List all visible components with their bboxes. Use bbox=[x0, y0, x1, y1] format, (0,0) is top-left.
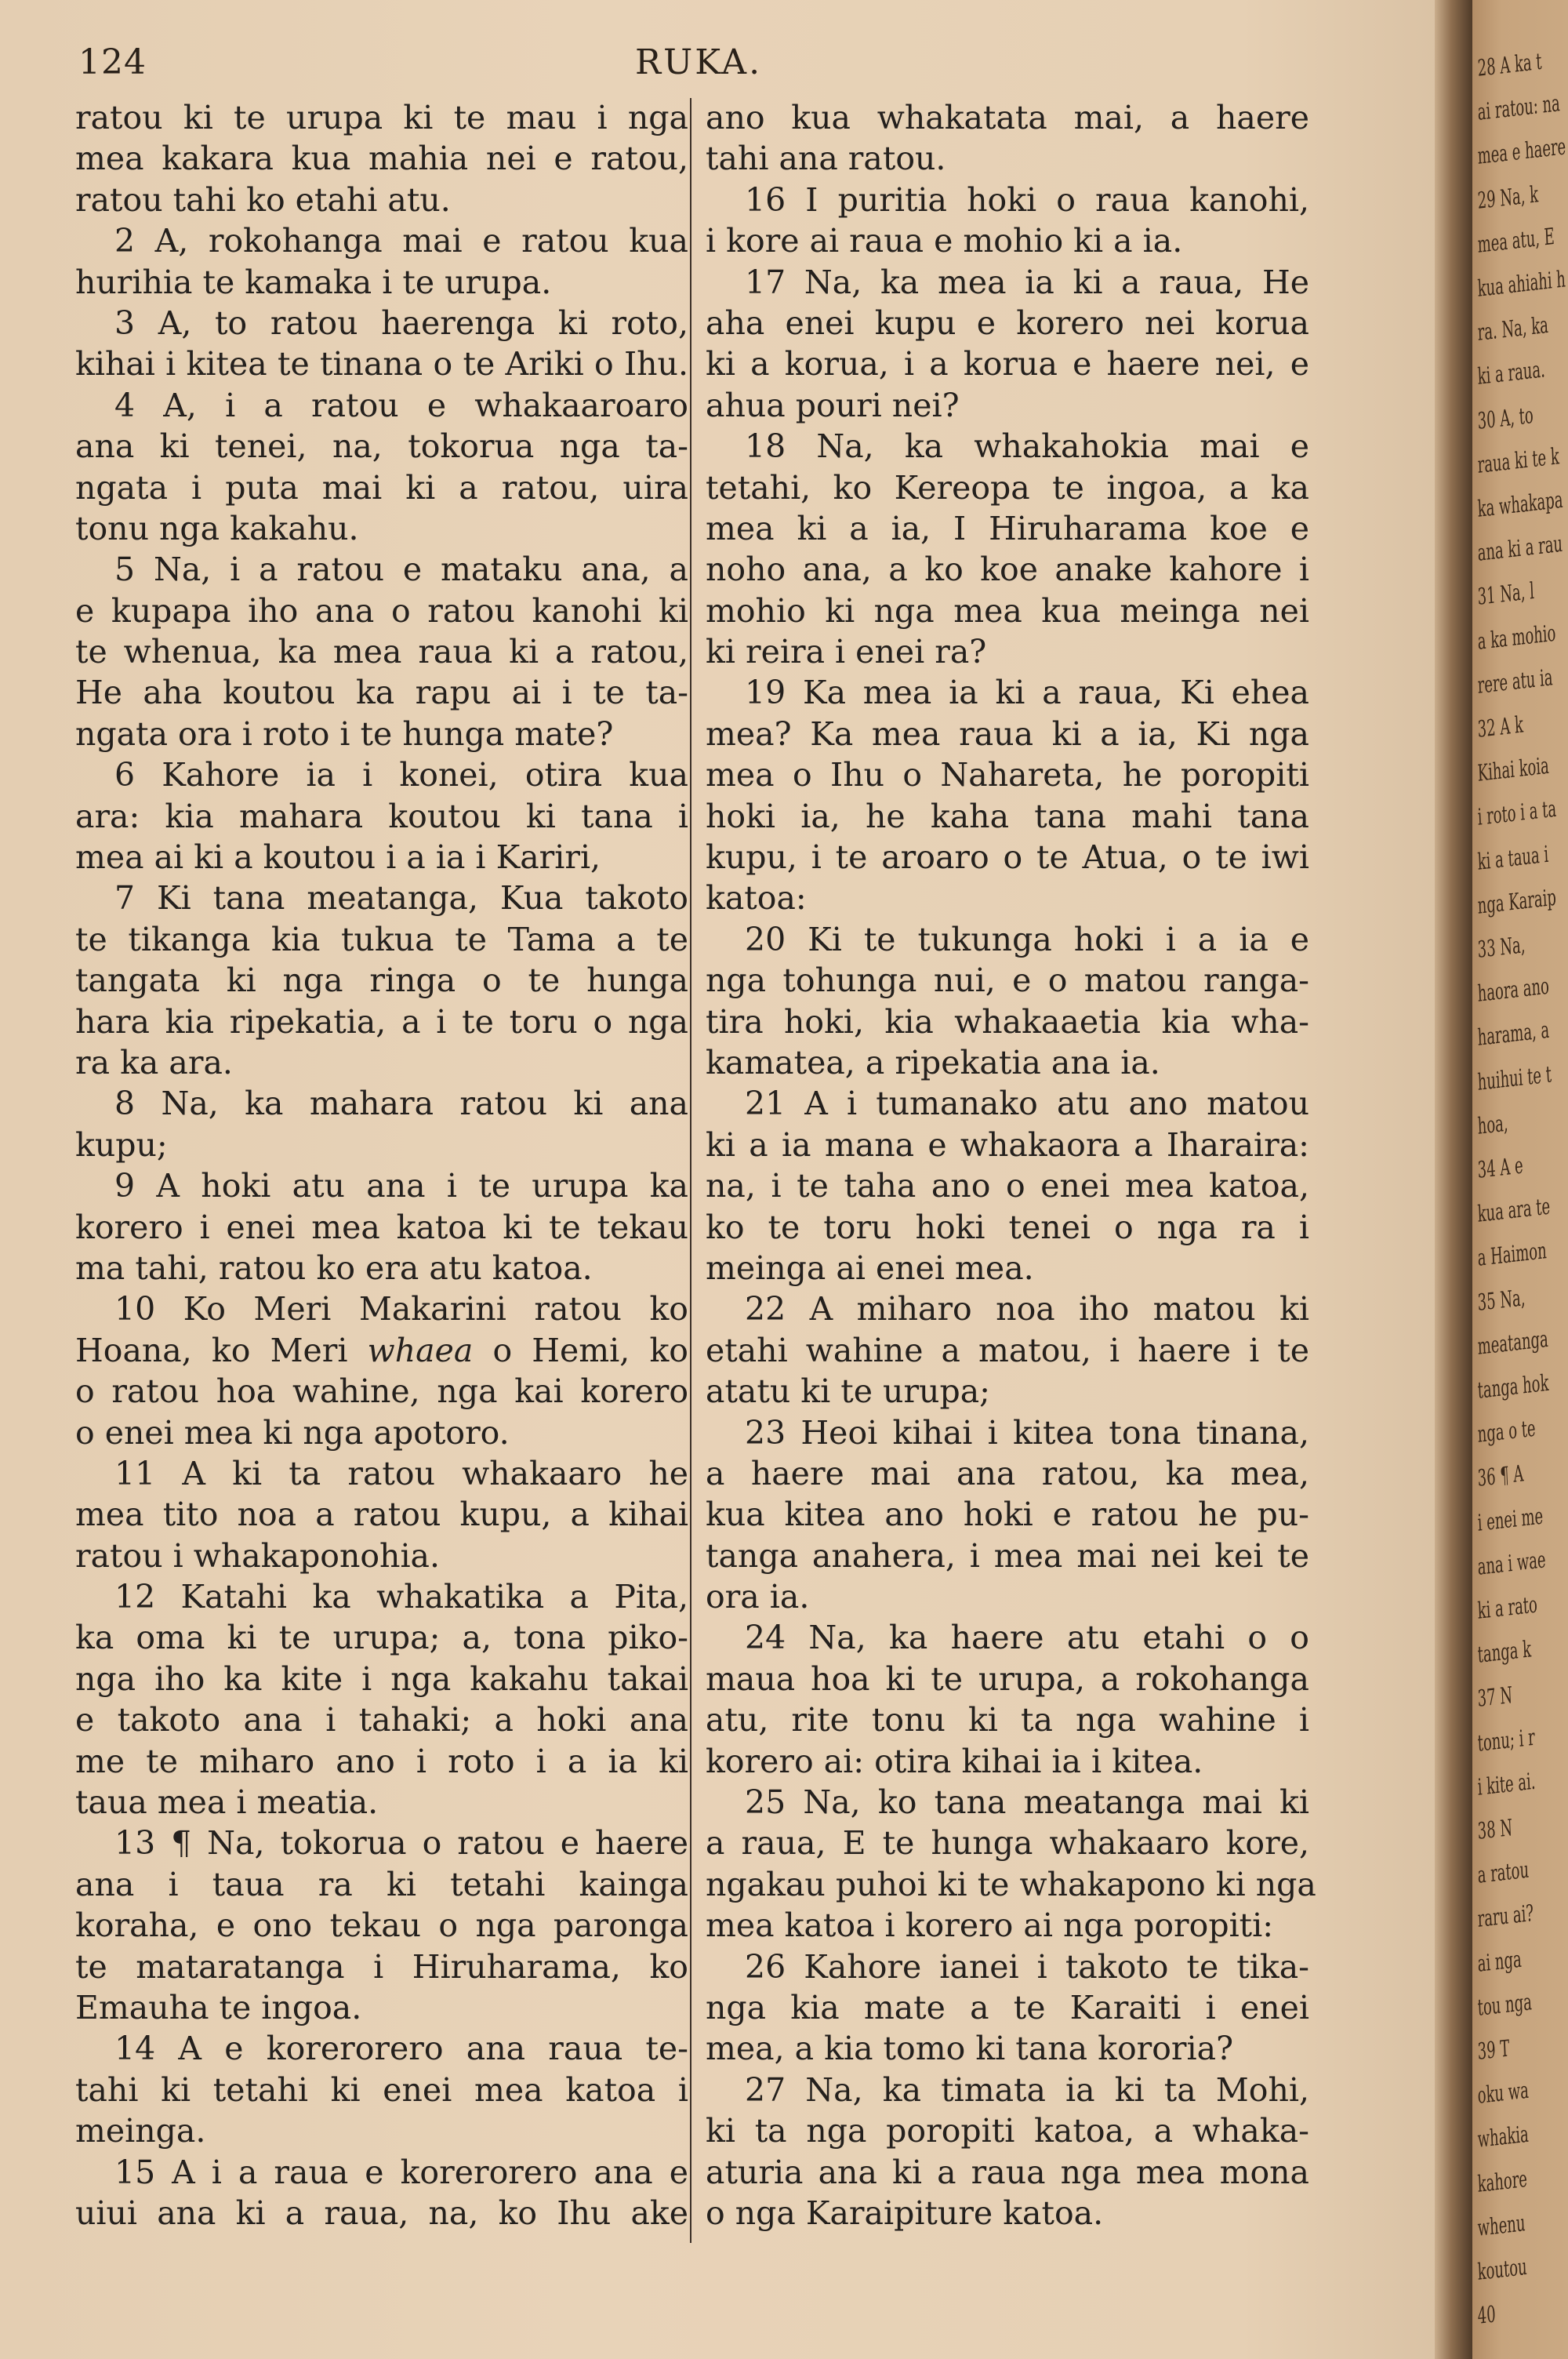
text-line: te tikanga kia tukua te Tama a te bbox=[75, 920, 688, 958]
adjacent-page-fragment: tanga k bbox=[1477, 1635, 1532, 1669]
text-line: mea, a kia tomo ki tana kororia? bbox=[706, 2030, 1234, 2068]
adjacent-page-fragment: 30 A, to bbox=[1477, 401, 1534, 434]
text-line: koraha, e ono tekau o nga paronga bbox=[75, 1906, 688, 1945]
text-line: hara kia ripekatia, a i te toru o nga bbox=[75, 1002, 688, 1041]
text-line: ara: kia mahara koutou ki tana i bbox=[75, 797, 688, 835]
text-line: atu, rite tonu ki ta nga wahine i bbox=[706, 1701, 1309, 1739]
text-line: ngata i puta mai ki a ratou, uira bbox=[75, 468, 688, 507]
adjacent-page-fragment: tanga hok bbox=[1477, 1369, 1550, 1404]
text-line: 11 A ki ta ratou whakaaro he bbox=[114, 1454, 688, 1492]
text-line: tira hoki, kia whakaaetia kia wha- bbox=[706, 1002, 1309, 1041]
text-line: 4 A, i a ratou e whakaaroaro bbox=[114, 386, 688, 424]
text-line: aturia ana ki a raua nga mea mona bbox=[706, 2153, 1309, 2191]
text-line: ano kua whakatata mai, a haere bbox=[706, 99, 1309, 136]
text-line: 10 Ko Meri Makarini ratou ko bbox=[114, 1290, 688, 1329]
text-line: ora ia. bbox=[706, 1578, 810, 1616]
text-line: e takoto ana i tahaki; a hoki ana bbox=[75, 1701, 688, 1739]
adjacent-page-fragment: huihui te t bbox=[1477, 1060, 1552, 1096]
text-run: o Hemi, ko bbox=[473, 1331, 688, 1369]
text-line: i kore ai raua e mohio ki a ia. bbox=[706, 222, 1183, 260]
adjacent-page-fragment: mea e haere bbox=[1477, 133, 1566, 170]
text-line: aha enei kupu e korero nei korua bbox=[706, 304, 1309, 342]
text-line: o enei mea ki nga apotoro. bbox=[75, 1413, 510, 1452]
adjacent-page-fragment: 29 Na, k bbox=[1477, 180, 1539, 214]
adjacent-page-edge bbox=[1472, 0, 1568, 2359]
text-line: ma tahi, ratou ko era atu katoa. bbox=[75, 1249, 593, 1287]
adjacent-page-fragment: ka whakapa bbox=[1477, 485, 1564, 522]
text-line: nga kia mate a te Karaiti i enei bbox=[706, 1988, 1309, 2026]
adjacent-page-fragment: raru ai? bbox=[1477, 1899, 1534, 1933]
text-line: Emauha te ingoa. bbox=[75, 1988, 362, 2026]
adjacent-page-fragment: 38 N bbox=[1477, 1814, 1513, 1845]
text-line: ratou ki te urupa ki te mau i nga bbox=[75, 99, 688, 136]
adjacent-page-fragment: whakia bbox=[1477, 2121, 1530, 2154]
text-line: kupu, i te aroaro o te Atua, o te iwi bbox=[706, 838, 1309, 877]
adjacent-page-fragment: a ratou bbox=[1477, 1856, 1530, 1889]
text-line: ki reira i enei ra? bbox=[706, 633, 987, 671]
adjacent-page-fragment: 34 A e bbox=[1477, 1151, 1524, 1183]
text-line: korero ai: otira kihai ia i kitea. bbox=[706, 1742, 1203, 1780]
text-line: 14 A e korerorero ana raua te- bbox=[114, 2030, 688, 2068]
text-line: ki a ia mana e whakaora a Iharaira: bbox=[706, 1125, 1309, 1164]
text-line: na, i te taha ano o enei mea katoa, bbox=[706, 1167, 1309, 1205]
text-line: ana ki tenei, na, tokorua nga ta- bbox=[75, 427, 688, 466]
text-line: uiui ana ki a raua, na, ko Ihu ake bbox=[75, 2194, 688, 2232]
adjacent-page-fragment: 35 Na, bbox=[1477, 1283, 1526, 1316]
text-line: korero i enei mea katoa ki te tekau bbox=[75, 1208, 688, 1246]
text-line: katoa: bbox=[706, 879, 807, 918]
text-line: 13 ¶ Na, tokorua o ratou e haere bbox=[114, 1824, 688, 1863]
text-line: 21 A i tumanako atu ano matou bbox=[745, 1085, 1309, 1123]
text-line: 3 A, to ratou haerenga ki roto, bbox=[114, 304, 688, 342]
text-line: mea katoa i korero ai nga poropiti: bbox=[706, 1906, 1274, 1945]
left-column bbox=[75, 97, 688, 2234]
text-line: nga tohunga nui, e o matou ranga- bbox=[706, 961, 1309, 1000]
text-line: ra ka ara. bbox=[75, 1043, 233, 1081]
adjacent-page-fragment: i enei me bbox=[1477, 1502, 1544, 1536]
running-head: RUKA. bbox=[635, 42, 763, 82]
text-line: ko te toru hoki tenei o nga ra i bbox=[706, 1208, 1309, 1246]
adjacent-page-fragment: ki a rato bbox=[1477, 1590, 1538, 1624]
text-line: ki ta nga poropiti katoa, a whaka- bbox=[706, 2112, 1309, 2150]
adjacent-page-fragment: haora ano bbox=[1477, 972, 1550, 1008]
text-line: mea o Ihu o Nahareta, he poropiti bbox=[706, 756, 1309, 794]
page-gutter-shadow bbox=[1435, 0, 1472, 2359]
text-line: 26 Kahore ianei i takoto te tika- bbox=[745, 1947, 1309, 1986]
adjacent-page-fragment: oku wa bbox=[1477, 2076, 1530, 2110]
text-line: 24 Na, ka haere atu etahi o o bbox=[745, 1619, 1309, 1657]
text-line: 8 Na, ka mahara ratou ki ana bbox=[114, 1085, 688, 1123]
text-line: noho ana, a ko koe anake kahore i bbox=[706, 551, 1309, 589]
right-column bbox=[706, 97, 1316, 2234]
text-line: 22 A miharo noa iho matou ki bbox=[745, 1290, 1309, 1329]
adjacent-page-fragment: raua ki te k bbox=[1477, 442, 1560, 478]
text-line: tahi ki tetahi ki enei mea katoa i bbox=[75, 2070, 688, 2109]
text-line: tonu nga kakahu. bbox=[75, 509, 359, 547]
italic-word: whaea bbox=[367, 1331, 474, 1369]
adjacent-page-fragment: 28 A ka t bbox=[1477, 47, 1543, 82]
text-line: 16 I puritia hoki o raua kanohi, bbox=[745, 180, 1309, 219]
text-line: 23 Heoi kihai i kitea tona tinana, bbox=[745, 1413, 1309, 1452]
text-line: 6 Kahore ia i konei, otira kua bbox=[114, 756, 688, 794]
text-line: e kupapa iho ana o ratou kanohi ki bbox=[75, 591, 688, 630]
text-line: 27 Na, ka timata ia ki ta Mohi, bbox=[745, 2070, 1309, 2109]
text-line: tahi ana ratou. bbox=[706, 140, 946, 178]
adjacent-page-fragment: ai ratou: na bbox=[1477, 89, 1561, 126]
text-line: te mataratanga i Hiruharama, ko bbox=[75, 1947, 688, 1986]
text-line: 20 Ki te tukunga hoki i a ia e bbox=[745, 920, 1309, 958]
adjacent-page-fragment: i kite ai. bbox=[1477, 1767, 1537, 1801]
adjacent-page-fragment: 37 N bbox=[1477, 1681, 1513, 1713]
adjacent-page-fragment: a Haimon bbox=[1477, 1237, 1548, 1272]
adjacent-page-fragment: ana i wae bbox=[1477, 1546, 1547, 1580]
text-line: 9 A hoki atu ana i te urupa ka bbox=[114, 1167, 688, 1205]
adjacent-page-fragment: harama, a bbox=[1477, 1016, 1550, 1052]
text-line: a raua, E te hunga whakaaro kore, bbox=[706, 1824, 1309, 1863]
text-line: kua kitea ano hoki e ratou he pu- bbox=[706, 1496, 1309, 1534]
text-line: maua hoa ki te urupa, a rokohanga bbox=[706, 1659, 1309, 1698]
text-line: me te miharo ano i roto i a ia ki bbox=[75, 1742, 688, 1780]
text-line: tanga anahera, i mea mai nei kei te bbox=[706, 1536, 1309, 1575]
adjacent-page-fragment: rere atu ia bbox=[1477, 663, 1554, 699]
text-line: o nga Karaipiture katoa. bbox=[706, 2194, 1104, 2232]
adjacent-page-fragment: tou nga bbox=[1477, 1988, 1533, 2021]
text-line: mea kakara kua mahia nei e ratou, bbox=[75, 140, 688, 178]
adjacent-page-fragment: kua ara te bbox=[1477, 1192, 1551, 1228]
text-line: mea ki a ia, I Hiruharama koe e bbox=[706, 509, 1309, 547]
page-number: 124 bbox=[78, 42, 147, 82]
text-line: ahua pouri nei? bbox=[706, 386, 960, 424]
adjacent-page-fragment: 39 T bbox=[1477, 2034, 1510, 2065]
text-line: tetahi, ko Kereopa te ingoa, a ka bbox=[706, 468, 1309, 507]
adjacent-page-fragment: ana ki a rau bbox=[1477, 529, 1563, 567]
adjacent-page-fragment: hoa, bbox=[1477, 1109, 1509, 1140]
text-line: 2 A, rokohanga mai e ratou kua bbox=[114, 222, 688, 260]
text-line: kamatea, a ripekatia ana ia. bbox=[706, 1043, 1160, 1081]
text-line: hurihia te kamaka i te urupa. bbox=[75, 263, 552, 301]
text-line: nga iho ka kite i nga kakahu takai bbox=[75, 1659, 688, 1698]
adjacent-page-fragment: tonu; i r bbox=[1477, 1723, 1536, 1757]
text-line: 5 Na, i a ratou e mataku ana, a bbox=[114, 551, 688, 589]
adjacent-page-fragment: meatanga bbox=[1477, 1325, 1549, 1360]
text-line: hoki ia, he kaha tana mahi tana bbox=[706, 797, 1309, 835]
text-line: taua mea i meatia. bbox=[75, 1783, 379, 1822]
text-line: 19 Ka mea ia ki a raua, Ki ehea bbox=[745, 674, 1309, 712]
text-line: ratou i whakaponohia. bbox=[75, 1536, 441, 1575]
text-line: 7 Ki tana meatanga, Kua takoto bbox=[114, 879, 688, 918]
adjacent-page-fragment: kahore bbox=[1477, 2165, 1528, 2197]
adjacent-page-fragment: 36 ¶ A bbox=[1477, 1459, 1525, 1492]
adjacent-page-fragment: kua ahiahi h bbox=[1477, 265, 1566, 302]
text-line: ngakau puhoi ki te whakapono ki nga bbox=[706, 1865, 1316, 1903]
text-line: te whenua, ka mea raua ki a ratou, bbox=[75, 633, 688, 671]
text-line: kupu; bbox=[75, 1125, 168, 1164]
adjacent-page-fragment: nga o te bbox=[1477, 1414, 1537, 1448]
adjacent-page-fragment: 31 Na, l bbox=[1477, 577, 1535, 611]
adjacent-page-fragment: ki a raua. bbox=[1477, 355, 1546, 391]
text-line: ana i taua ra ki tetahi kainga bbox=[75, 1865, 688, 1903]
text-line: a haere mai ana ratou, ka mea, bbox=[706, 1454, 1309, 1492]
text-line: meinga. bbox=[75, 2112, 206, 2150]
adjacent-page-fragment: 40 bbox=[1477, 2300, 1497, 2330]
text-line: 25 Na, ko tana meatanga mai ki bbox=[745, 1783, 1309, 1822]
text-line: tangata ki nga ringa o te hunga bbox=[75, 961, 688, 1000]
column-divider bbox=[690, 98, 691, 2243]
adjacent-page-fragment: ki a taua i bbox=[1477, 840, 1549, 875]
text-line: 12 Katahi ka whakatika a Pita, bbox=[114, 1578, 688, 1616]
text-line: o ratou hoa wahine, nga kai korero bbox=[75, 1372, 688, 1411]
text-line: ngata ora i roto i te hunga mate? bbox=[75, 714, 614, 753]
adjacent-page-fragment: a ka mohio bbox=[1477, 619, 1557, 655]
adjacent-page-fragment: ra. Na, ka bbox=[1477, 311, 1549, 347]
text-line: ka oma ki te urupa; a, tona piko- bbox=[75, 1619, 688, 1657]
text-line: 18 Na, ka whakahokia mai e bbox=[745, 427, 1309, 466]
text-line: atatu ki te urupa; bbox=[706, 1372, 990, 1411]
adjacent-page-fragment: whenu bbox=[1477, 2208, 1526, 2241]
text-line bbox=[75, 1330, 688, 1371]
adjacent-page-fragment: nga Karaip bbox=[1477, 883, 1557, 919]
text-line: meinga ai enei mea. bbox=[706, 1249, 1034, 1287]
adjacent-page-fragment: koutou bbox=[1477, 2252, 1528, 2285]
adjacent-page-fragment: Kihai koia bbox=[1477, 751, 1550, 787]
text-line: ki a korua, i a korua e haere nei, e bbox=[706, 345, 1309, 383]
text-line: He aha koutou ka rapu ai i te ta- bbox=[75, 674, 688, 712]
text-line: mohio ki nga mea kua meinga nei bbox=[706, 591, 1309, 630]
text-line: mea? Ka mea raua ki a ia, Ki nga bbox=[706, 714, 1309, 753]
text-line: 15 A i a raua e korerorero ana e bbox=[114, 2153, 688, 2191]
text-line: mea tito noa a ratou kupu, a kihai bbox=[75, 1496, 688, 1534]
text-line: etahi wahine a matou, i haere i te bbox=[706, 1331, 1309, 1369]
adjacent-page-fragment: i roto i a ta bbox=[1477, 795, 1557, 831]
text-line: ratou tahi ko etahi atu. bbox=[75, 180, 451, 219]
text-line: 17 Na, ka mea ia ki a raua, He bbox=[745, 263, 1309, 301]
adjacent-page-fragment: ai nga bbox=[1477, 1945, 1523, 1977]
adjacent-page-fragment: 33 Na, bbox=[1477, 931, 1526, 963]
adjacent-page-fragment: 32 A k bbox=[1477, 711, 1524, 743]
text-run: Hoana, ko Meri bbox=[75, 1331, 368, 1369]
text-line: mea ai ki a koutou i a ia i Kariri, bbox=[75, 838, 601, 877]
text-line: kihai i kitea te tinana o te Ariki o Ihu. bbox=[75, 345, 688, 383]
adjacent-page-fragment: mea atu, E bbox=[1477, 222, 1555, 258]
